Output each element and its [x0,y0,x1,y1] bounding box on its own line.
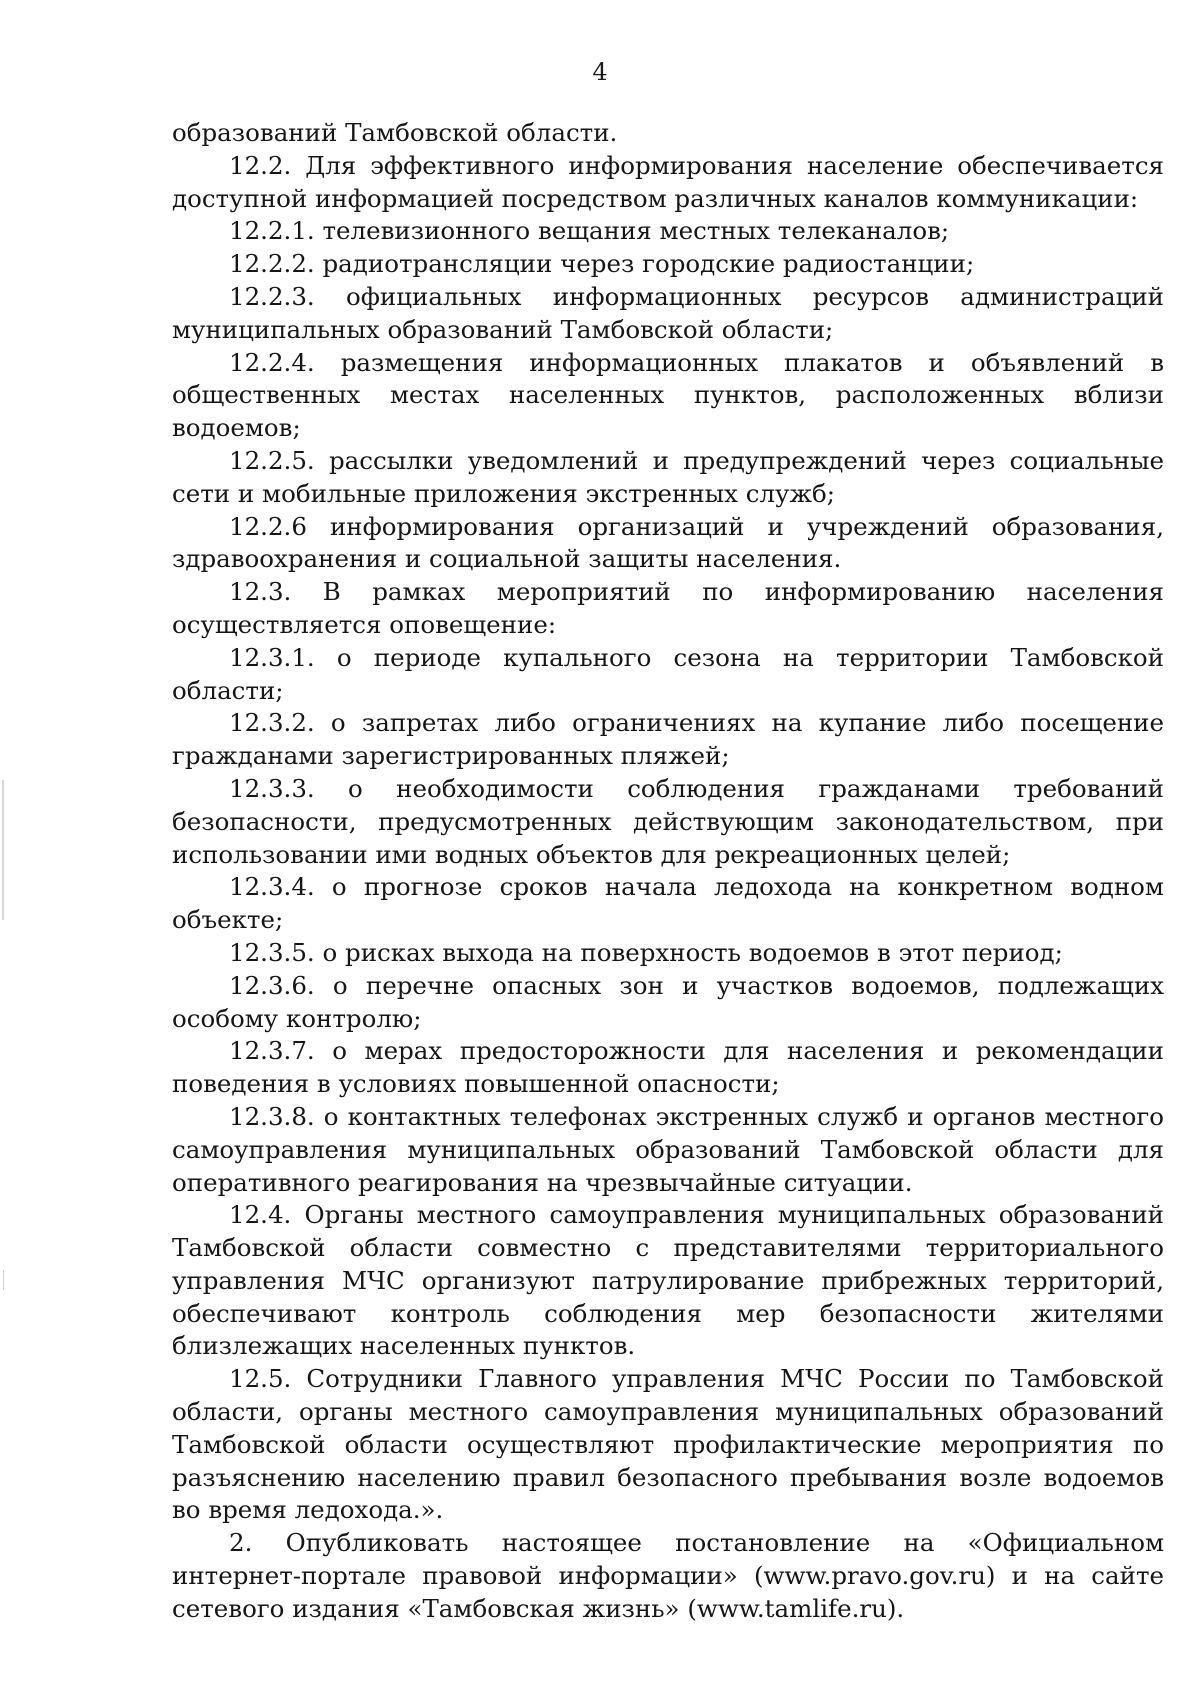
paragraph-12-2-4: 12.2.4. размещения информационных плакатов и объявлений в общественных местах населенных пунктов, расположенных вблизи водоемов; [172,347,1164,443]
paragraph-12-3-7: 12.3.7. о мерах предосторожности для населения и рекомендации поведения в условиях повышенной опасности; [172,1036,1164,1099]
paragraph-12-3-5: 12.3.5. о рисках выхода на поверхность водоемов в этот период; [229,937,1063,967]
paragraph-12-3-4: 12.3.4. о прогнозе сроков начала ледохода на конкретном водном объекте; [172,872,1164,935]
scan-edge-mark [3,1270,4,1290]
paragraph-12-5: 12.5. Сотрудники Главного управления МЧС России по Тамбовской области, органы местного самоуправления муниципальных образований Тамбовской области осуществляют профилактические мероприятия по разъяснению населению правил безопасного пребывания возле водоемов во время ледохода.». [172,1364,1164,1525]
paragraph-12-2-6: 12.2.6 информирования организаций и учреждений образования, здравоохранения и социальной защиты населения. [172,511,1164,574]
paragraph-12-3-1: 12.3.1. о периоде купального сезона на территории Тамбовской области; [172,642,1164,705]
paragraph-12-3-8: 12.3.8. о контактных телефонах экстренных служб и органов местного самоуправления муниципальных образований Тамбовской области для оперативного реагирования на чрезвычайные ситуации. [172,1101,1164,1197]
page-number: 4 [592,58,608,86]
paragraph-12-2-2: 12.2.2. радиотрансляции через городские радиостанции; [229,249,975,279]
paragraph-12-2: 12.2. Для эффективного информирования население обеспечивается доступной информацией посредством различных каналов коммуникации: [172,150,1164,213]
paragraph: образований Тамбовской области. [172,118,618,147]
document-body [172,117,1164,1626]
paragraph-12-3-3: 12.3.3. о необходимости соблюдения гражданами требований безопасности, предусмотренных действующим законодательством, при использовании ими водных объектов для рекреационных целей; [172,773,1164,869]
paragraph-12-3-2: 12.3.2. о запретах либо ограничениях на купание либо посещение гражданами зарегистрированных пляжей; [172,708,1164,771]
paragraph-12-2-5: 12.2.5. рассылки уведомлений и предупреждений через социальные сети и мобильные приложения экстренных служб; [172,445,1164,508]
paragraph-12-2-1: 12.2.1. телевизионного вещания местных телеканалов; [229,216,950,246]
scan-edge-mark [2,780,4,920]
paragraph-12-4: 12.4. Органы местного самоуправления муниципальных образований Тамбовской области совместно с представителями территориального управления МЧС организуют патрулирование прибрежных территорий, обеспечивают контроль соблюдения мер безопасности жителями близлежащих населенных пунктов. [172,1200,1164,1361]
paragraph-12-3: 12.3. В рамках мероприятий по информированию населения осуществляется оповещение: [172,577,1164,639]
paragraph-12-3-6: 12.3.6. о перечне опасных зон и участков водоемов, подлежащих особому контролю; [172,970,1164,1033]
paragraph-2-publication: 2. Опубликовать настоящее постановление на «Официальном интернет-портале правовой информации» (www.pravo.gov.ru) и на сайте сетевого издания «Тамбовская жизнь» (www.tamlife.ru). [172,1528,1164,1623]
paragraph-12-2-3: 12.2.3. официальных информационных ресурсов администраций муниципальных образований Тамбовской области; [172,281,1164,344]
